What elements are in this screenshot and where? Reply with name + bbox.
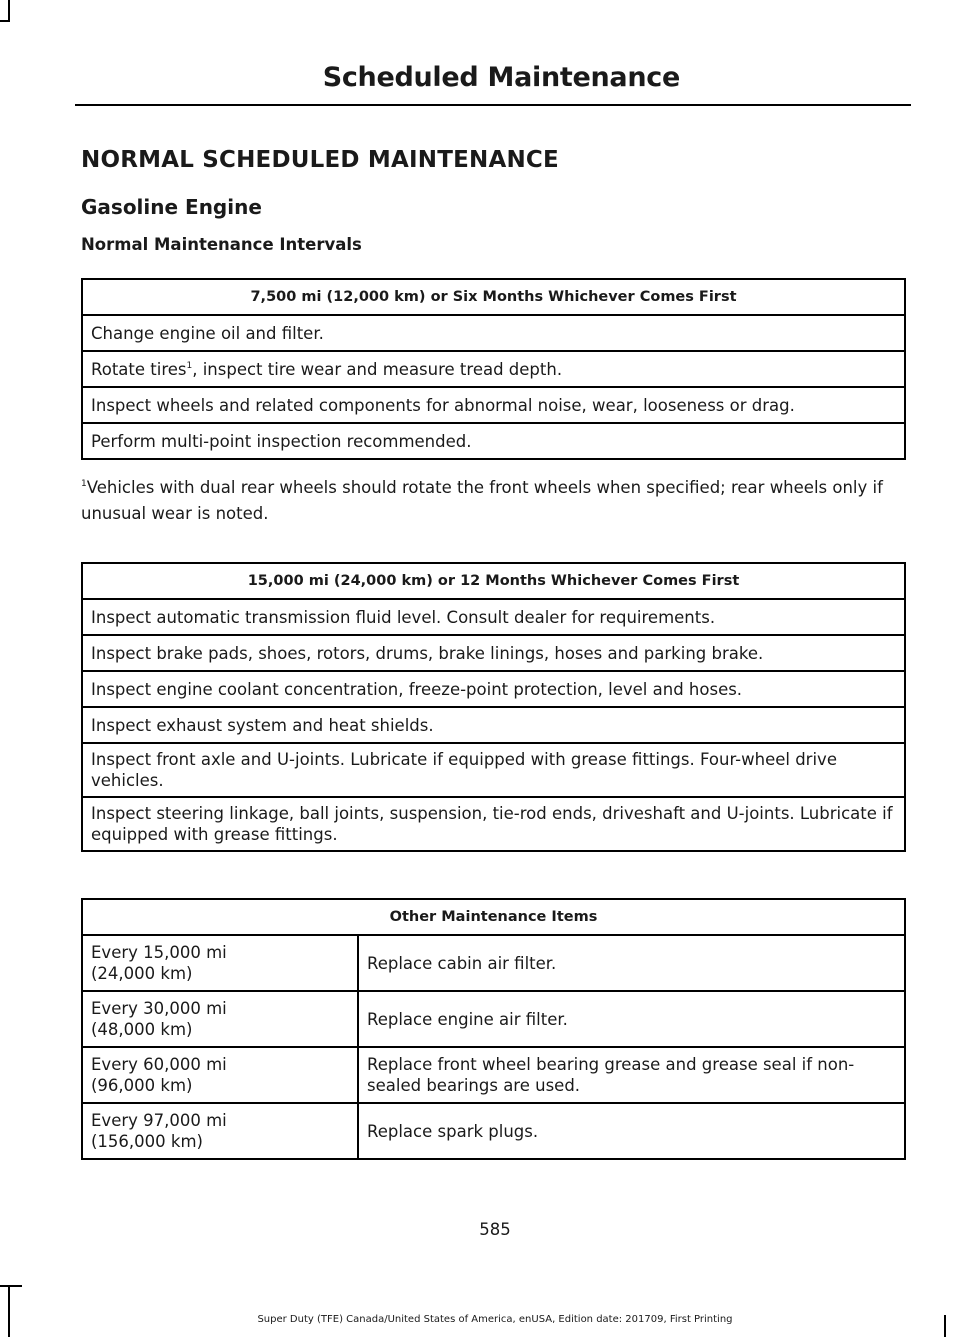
crop-mark <box>8 0 10 22</box>
table-row: Inspect engine coolant concentration, freeze-point protection, level and hoses. <box>82 671 905 707</box>
engine-subheading: Gasoline Engine <box>81 195 262 219</box>
table-row: Inspect brake pads, shoes, rotors, drums, brake linings, hoses and parking brake. <box>82 635 905 671</box>
table-header: Other Maintenance Items <box>82 899 905 935</box>
table-7500-mi <box>81 278 906 460</box>
footnote-text: Vehicles with dual rear wheels should rotate the front wheels when specified; rear wheels only if unusual wear is noted. <box>81 478 883 523</box>
table-row <box>82 1103 905 1159</box>
row-text: Rotate tires <box>91 359 187 379</box>
table-row: Inspect steering linkage, ball joints, suspension, tie-rod ends, driveshaft and U-joints. Lubricate if equipped with grease fittings. <box>82 797 905 851</box>
table-row <box>82 991 905 1047</box>
table-row <box>82 935 905 991</box>
interval-cell: Every 15,000 mi (24,000 km) <box>82 935 358 991</box>
table-row <box>82 1047 905 1103</box>
table-row: Inspect wheels and related components for abnormal noise, wear, looseness or drag. <box>82 387 905 423</box>
table-header: 7,500 mi (12,000 km) or Six Months Whichever Comes First <box>82 279 905 315</box>
footnote-ref: 1 <box>186 360 193 371</box>
table-15000-mi <box>81 562 906 852</box>
crop-mark <box>8 1285 10 1337</box>
interval-cell: Every 60,000 mi (96,000 km) <box>82 1047 358 1103</box>
table-row: Inspect exhaust system and heat shields. <box>82 707 905 743</box>
footnote <box>81 475 911 527</box>
page-footer: Super Duty (TFE) Canada/United States of America, enUSA, Edition date: 201709, First Printing <box>257 1314 733 1325</box>
action-cell: Replace front wheel bearing grease and grease seal if non-sealed bearings are used. <box>358 1047 905 1103</box>
header-rule <box>75 104 911 106</box>
table-other-maintenance <box>81 898 906 1160</box>
action-cell: Replace cabin air filter. <box>358 935 905 991</box>
interval-cell: Every 30,000 mi (48,000 km) <box>82 991 358 1047</box>
table-row: Change engine oil and filter. <box>82 315 905 351</box>
page-number: 585 <box>479 1220 511 1239</box>
footnote-marker: 1 <box>81 479 87 489</box>
table-row <box>82 351 905 387</box>
table-row: Perform multi-point inspection recommended. <box>82 423 905 459</box>
table-row: Inspect front axle and U-joints. Lubricate if equipped with grease fittings. Four-wheel drive vehicles. <box>82 743 905 797</box>
row-text-suffix: , inspect tire wear and measure tread depth. <box>192 359 563 379</box>
running-header-title: Scheduled Maintenance <box>322 62 680 93</box>
intervals-title: Normal Maintenance Intervals <box>81 235 362 254</box>
table-header: 15,000 mi (24,000 km) or 12 Months Whichever Comes First <box>82 563 905 599</box>
page-heading: NORMAL SCHEDULED MAINTENANCE <box>81 147 559 173</box>
interval-cell: Every 97,000 mi (156,000 km) <box>82 1103 358 1159</box>
action-cell: Replace spark plugs. <box>358 1103 905 1159</box>
action-cell: Replace engine air filter. <box>358 991 905 1047</box>
table-row: Inspect automatic transmission fluid level. Consult dealer for requirements. <box>82 599 905 635</box>
crop-mark <box>0 1285 22 1287</box>
crop-mark <box>0 20 10 22</box>
